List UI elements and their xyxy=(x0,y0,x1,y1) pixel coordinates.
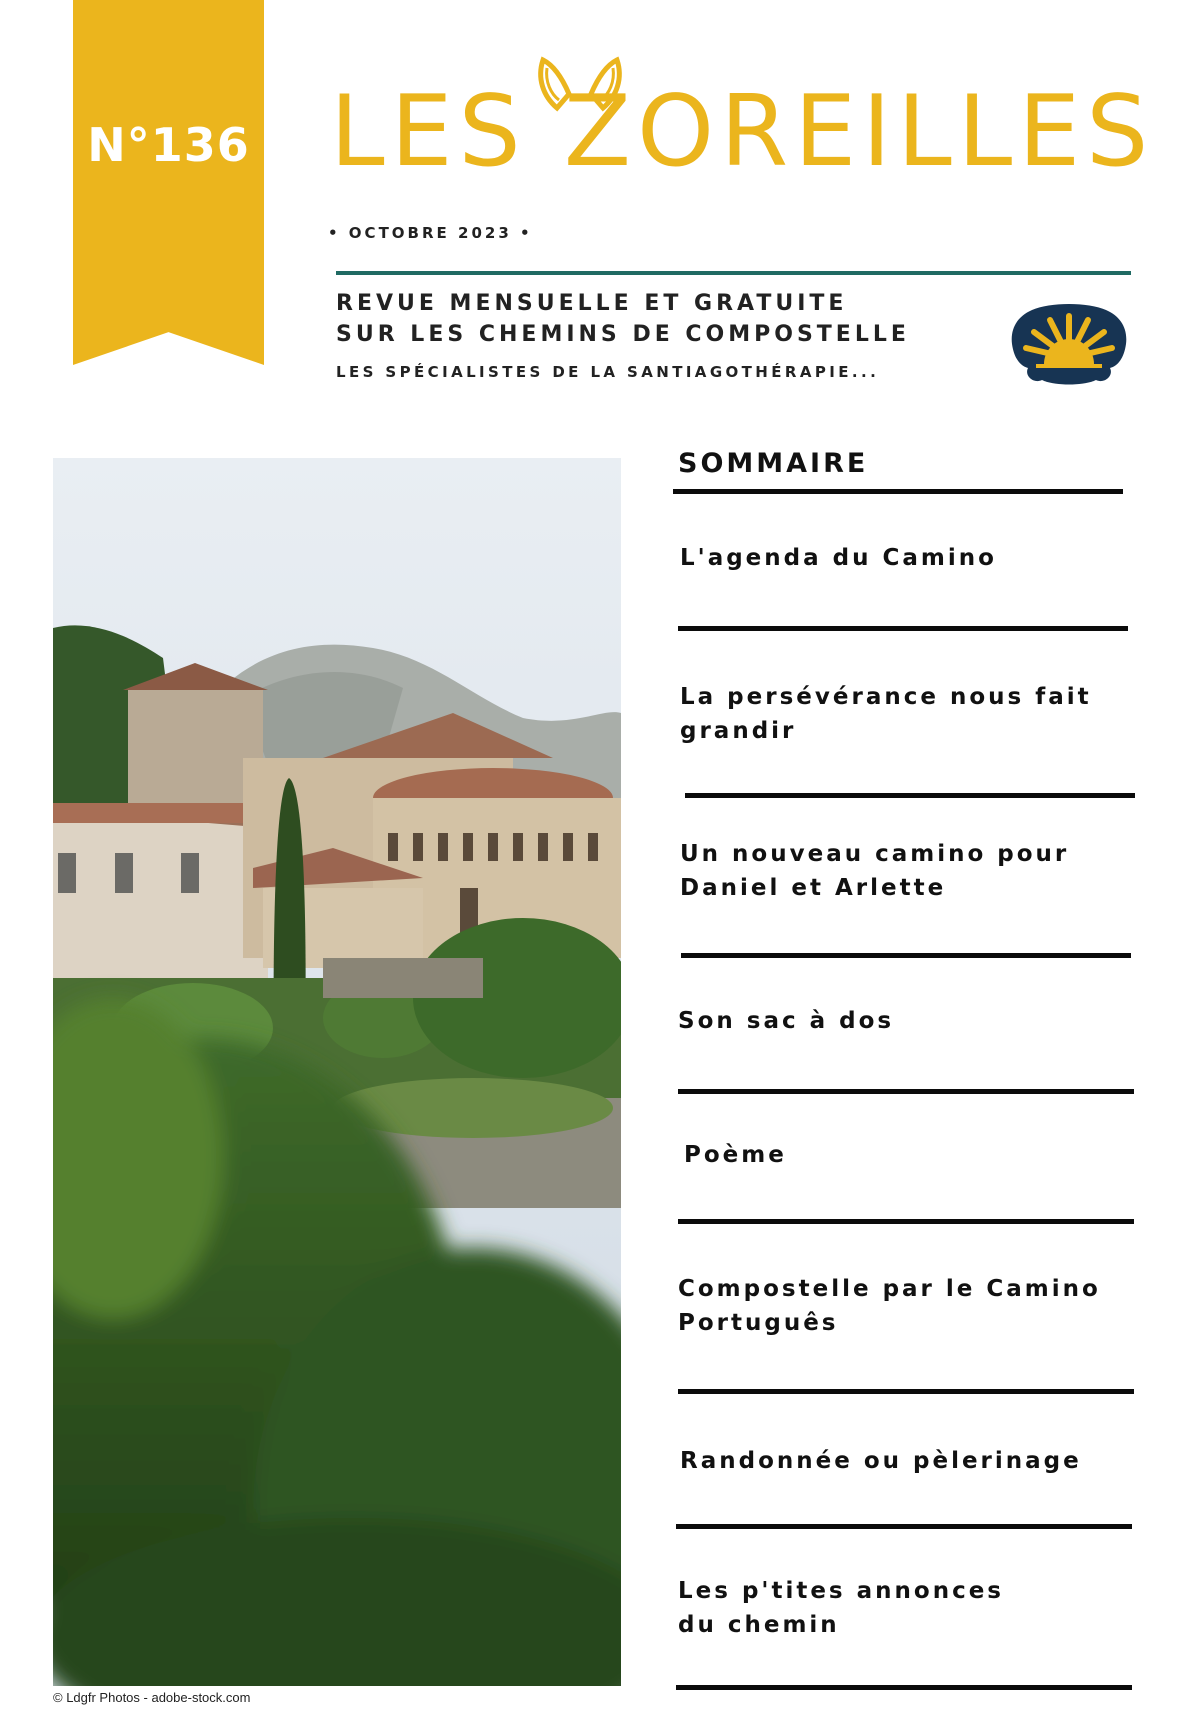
issue-ribbon xyxy=(73,0,264,365)
subtitle-line-1: REVUE MENSUELLE ET GRATUITE xyxy=(336,291,848,316)
sommaire-divider xyxy=(678,1089,1134,1094)
sommaire-heading: SOMMAIRE xyxy=(678,448,869,479)
tagline: LES SPÉCIALISTES DE LA SANTIAGOTHÉRAPIE... xyxy=(336,363,880,381)
sommaire-item[interactable]: Les p'tites annonces du chemin xyxy=(678,1578,1004,1638)
sommaire-item[interactable]: Son sac à dos xyxy=(678,1008,895,1034)
magazine-title: LES ZOREILLES xyxy=(330,75,1155,189)
sommaire-divider xyxy=(681,953,1131,958)
sommaire-item[interactable]: L'agenda du Camino xyxy=(680,545,997,571)
scallop-shell-icon xyxy=(1006,302,1132,386)
sommaire-divider xyxy=(678,626,1128,631)
sommaire-divider xyxy=(673,489,1123,494)
sommaire-divider xyxy=(678,1389,1134,1394)
sommaire-divider xyxy=(685,793,1135,798)
issue-number: N°136 xyxy=(87,118,250,172)
issue-date: • OCTOBRE 2023 • xyxy=(328,224,533,242)
sommaire-divider xyxy=(676,1524,1132,1529)
sommaire-item[interactable]: Poème xyxy=(684,1142,787,1168)
photo-credit: © Ldgfr Photos - adobe-stock.com xyxy=(53,1690,251,1705)
cover-photo xyxy=(53,458,621,1686)
header-divider xyxy=(336,271,1131,275)
sommaire-item[interactable]: Compostelle par le Camino Português xyxy=(678,1276,1101,1336)
subtitle-line-2: SUR LES CHEMINS DE COMPOSTELLE xyxy=(336,322,910,347)
sommaire-divider xyxy=(676,1685,1132,1690)
sommaire-divider xyxy=(678,1219,1134,1224)
sommaire-item[interactable]: Un nouveau camino pour Daniel et Arlette xyxy=(680,841,1070,901)
sommaire-item[interactable]: La persévérance nous fait grandir xyxy=(680,684,1092,744)
sommaire-item[interactable]: Randonnée ou pèlerinage xyxy=(680,1448,1082,1474)
